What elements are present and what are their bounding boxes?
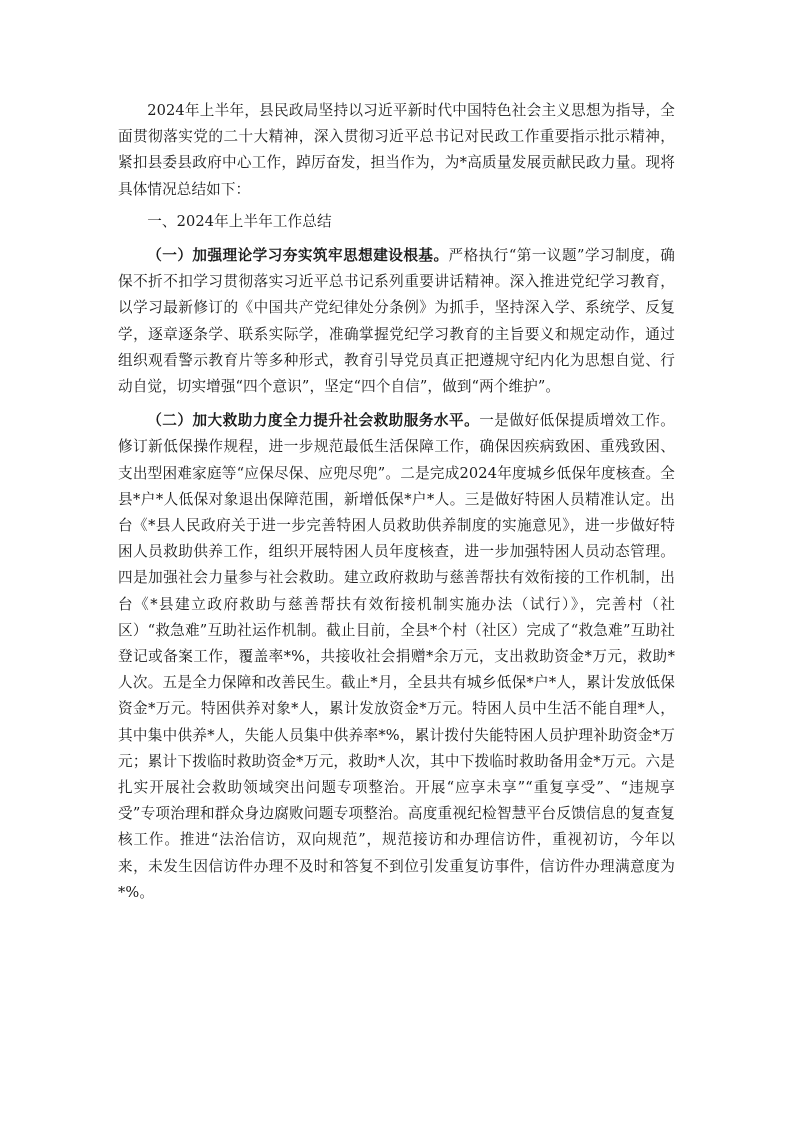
section-1-title: （一）加强理论学习夯实筑牢思想建设根基。 <box>147 247 449 265</box>
document-page <box>118 98 675 906</box>
intro-paragraph: 2024年上半年，县民政局坚持以习近平新时代中国特色社会主义思想为指导，全面贯彻落实党的二十大精神，深入贯彻习近平总书记对民政工作重要指示批示精神，紧扣县委县政府中心工作，踔厉奋发，担当作为，为*高质量发展贡献民政力量。现将具体情况总结如下： <box>118 102 675 198</box>
section-heading: 一、2024年上半年工作总结 <box>147 212 332 230</box>
section-1-paragraph <box>118 243 675 400</box>
section-2-body: 一是做好低保提质增效工作。修订新低保操作规程，进一步规范最低生活保障工作，确保因疾病致困、重残致困、支出型困难家庭等“应保尽保、应兜尽兜”。二是完成2024年度城乡低保年度核查。全县*户*人低保对象退出保障范围，新增低保*户*人。三是做好特困人员精准认定。出台《*县人民政府关于进一步完善特困人员救助供养制度的实施意见》，进一步做好特困人员救助供养工作，组织开展特困人员年度核查，进一步加强特困人员动态管理。四是加强社会力量参与社会救助。建立政府救助与慈善帮扶有效衔接的工作机制，出台《*县建立政府救助与慈善帮扶有效衔接机制实施办法（试行）》，完善村（社区）“救急难”互助社运作机制。截止目前，全县*个村（社区）完成了“救急难”互助社登记或备案工作，覆盖率*%，共接收社会捐赠*余万元，支出救助资金*万元，救助*人次。五是全力保障和改善民生。截止*月，全县共有城乡低保*户*人，累计发放低保资金*万元。特困供养对象*人，累计发放资金*万元。特困人员中生活不能自理*人，其中集中供养*人，失能人员集中供养率*%，累计拨付失能特困人员护理补助资金*万元；累计下拨临时救助资金*万元，救助*人次，其中下拨临时救助备用金*万元。六是扎实开展社会救助领域突出问题专项整治。开展“应享未享”“重复享受”、“违规享受”专项治理和群众身边腐败问题专项整治。高度重视纪检智慧平台反馈信息的复查复核工作。推进“法治信访，双向规范”，规范接访和办理信访件，重视初访，今年以来，未发生因信访件办理不及时和答复不到位引发重复访事件，信访件办理满意度为*%。 <box>118 412 675 901</box>
section-2-paragraph <box>118 408 675 906</box>
section-1-body: 严格执行“第一议题”学习制度，确保不折不扣学习贯彻落实习近平总书记系列重要讲话精神。深入推进党纪学习教育，以学习最新修订的《中国共产党纪律处分条例》为抓手，坚持深入学、系统学、反复学，逐章逐条学、联系实际学，准确掌握党纪学习教育的主旨要义和规定动作，通过组织观看警示教育片等多种形式，教育引导党员真正把遵规守纪内化为思想自觉、行动自觉，切实增强“四个意识”，坚定“四个自信”，做到“两个维护”。 <box>118 247 675 396</box>
section-2-title: （二）加大救助力度全力提升社会救助服务水平。 <box>147 412 480 430</box>
